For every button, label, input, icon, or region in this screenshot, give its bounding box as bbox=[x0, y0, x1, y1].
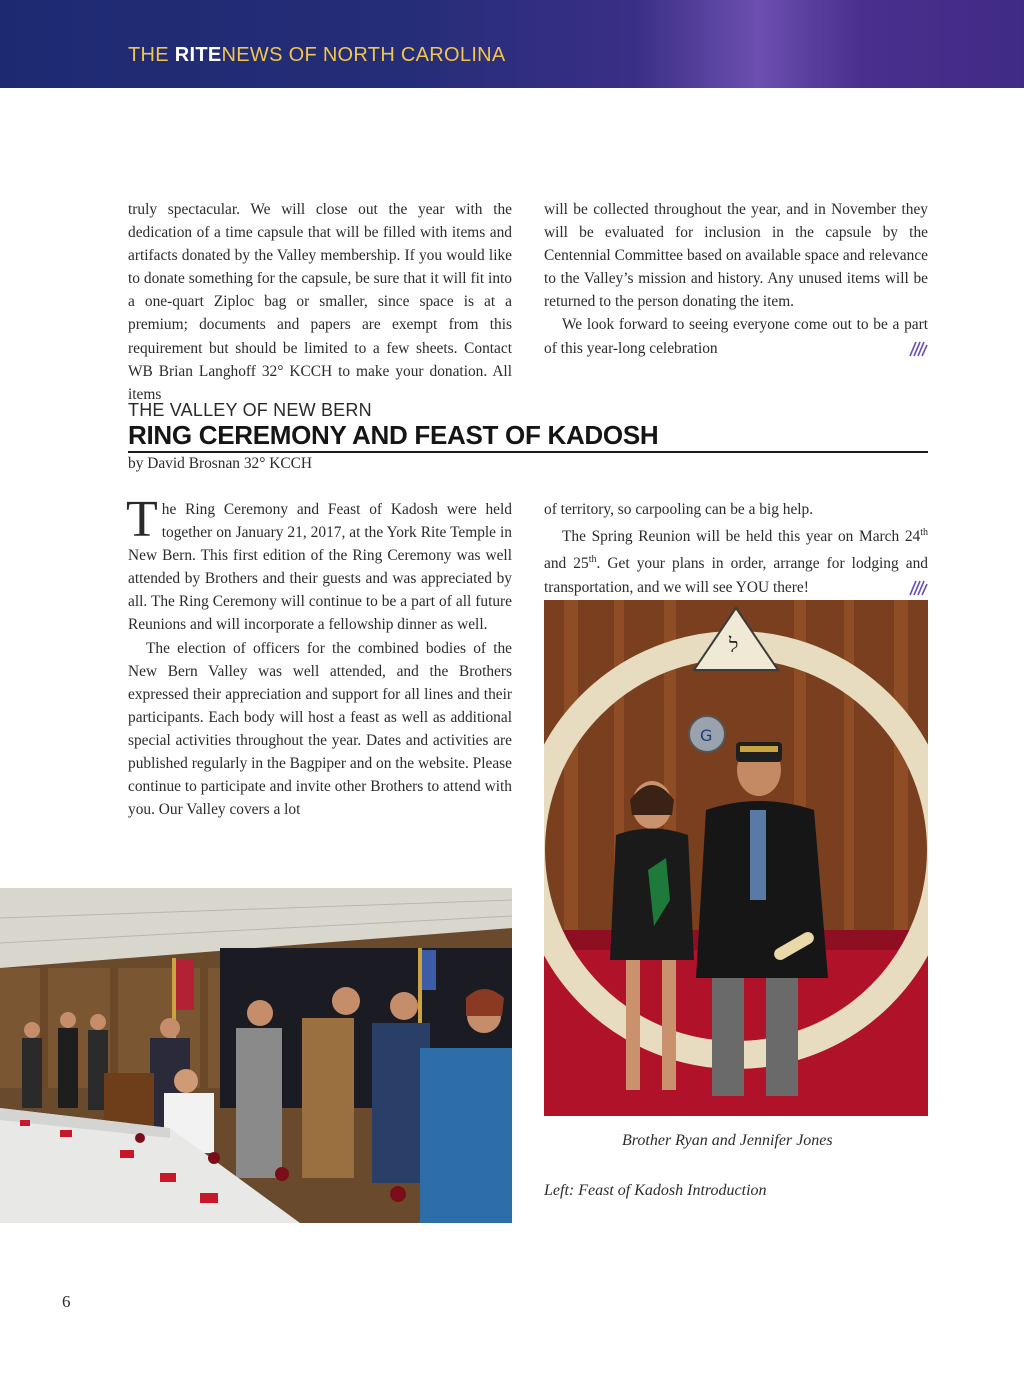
article-paragraph: of territory, so carpooling can be a big help. bbox=[544, 501, 814, 518]
article-headline: RING CEREMONY AND FEAST OF KADOSH bbox=[128, 420, 659, 450]
article-column-right bbox=[544, 498, 928, 599]
svg-text:ל: ל bbox=[729, 633, 739, 657]
title-prefix: THE bbox=[128, 44, 175, 66]
title-rite: RITE bbox=[174, 44, 222, 66]
ring-ceremony-photo bbox=[544, 600, 928, 1116]
continued-paragraph: will be collected throughout the year, and in November they will be evaluated for inclusion in the capsule by the Centennial Committee based on available space and relevance to the Valley’s mission and history. Any unused items will be returned to the person donating the item. bbox=[544, 201, 928, 311]
headline-rule bbox=[128, 451, 928, 453]
article-paragraph: The election of officers for the combined bodies of the New Bern Valley was well attended, and the Brothers expressed their appreciation and support for all lines and their participants. Each body will host a feast as well as additional special activities throughout the year. Dates and activities are published regularly in the Bagpiper and on the website. Please continue to participate and invite other Brothers to attend with you. Our Valley covers a lot bbox=[128, 639, 512, 819]
masthead bbox=[0, 0, 1024, 88]
article-column-left bbox=[126, 491, 512, 821]
continued-paragraph: truly spectacular. We will close out the year with the dedication of a time capsule that will be filled with items and artifacts donated by the Valley membership. If you would like to donate something for the capsule, be sure that it will fit into a one-quart Ziploc bag or smaller, since space is at a premium; documents and papers are exempt from this requirement but should be limited to a few sheets. Contact WB Brian Langhoff 32° KCCH to make your donation. All items bbox=[128, 201, 512, 403]
page-number: 6 bbox=[62, 1292, 71, 1311]
title-suffix: NEWS OF NORTH CAROLINA bbox=[221, 44, 506, 66]
publication-title bbox=[128, 44, 506, 67]
continued-column-right bbox=[544, 198, 928, 360]
article-paragraph: The Ring Ceremony and Feast of Kadosh were held together on January 21, 2017, at the York Rite Temple in New Bern. This first edition of the Ring Ceremony was well attended by Brothers and their guests and was appreciated by all. The Ring Ceremony will continue to be a part of all future Reunions and will incorporate a fellowship dinner as well. bbox=[126, 491, 512, 634]
continued-closing-paragraph: We look forward to seeing everyone come out to be a part of this year-long celebration bbox=[544, 316, 928, 357]
end-of-article-mark-icon bbox=[908, 580, 928, 596]
svg-text:G: G bbox=[700, 726, 713, 745]
drop-cap: T bbox=[126, 491, 158, 548]
end-of-article-mark-icon bbox=[908, 341, 928, 357]
section-kicker: THE VALLEY OF NEW BERN bbox=[128, 400, 372, 420]
continued-column-left bbox=[128, 198, 512, 406]
feast-photo-caption: Left: Feast of Kadosh Introduction bbox=[544, 1182, 767, 1199]
article-paragraph: The Spring Reunion will be held this year on March 24th and 25th. Get your plans in order, arrange for lodging and transportation, and we will see YOU there! bbox=[544, 527, 928, 596]
ring-photo-caption: Brother Ryan and Jennifer Jones bbox=[622, 1132, 833, 1149]
article-byline: by David Brosnan 32° KCCH bbox=[128, 455, 312, 472]
feast-of-kadosh-photo bbox=[0, 888, 512, 1223]
